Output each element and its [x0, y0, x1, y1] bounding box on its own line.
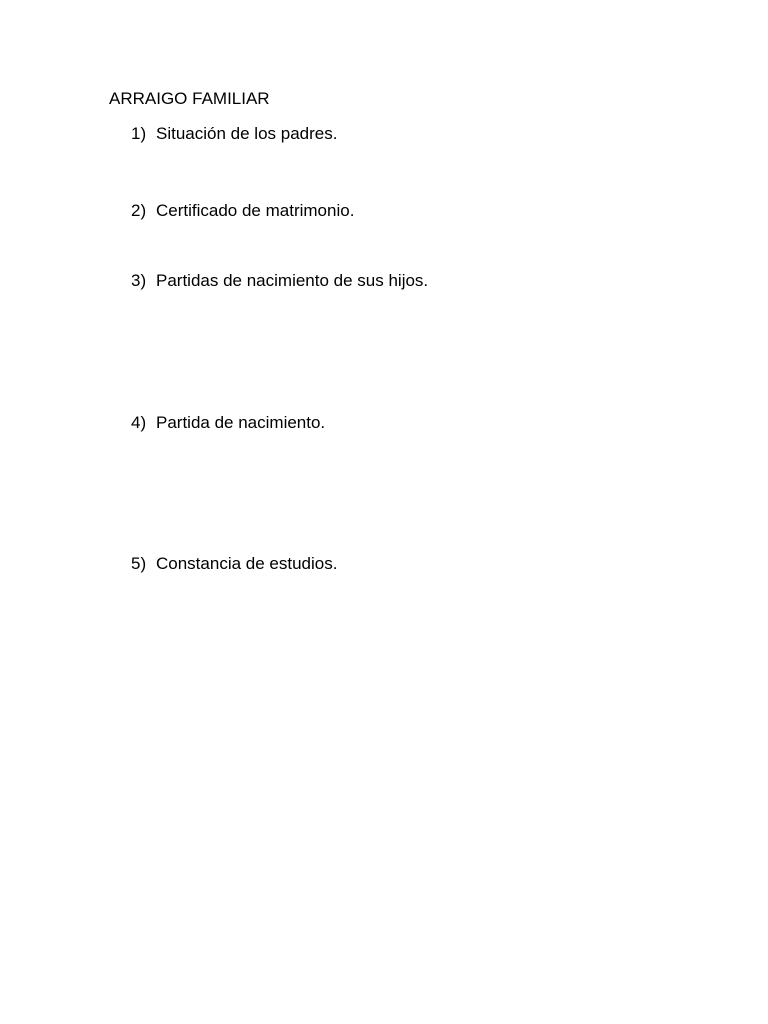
list-item-text: Certificado de matrimonio. [156, 201, 355, 220]
list-item [131, 412, 325, 434]
list-item-number: 4) [131, 413, 147, 432]
list-item-number: 1) [131, 124, 147, 143]
list-item-text: Partidas de nacimiento de sus hijos. [156, 271, 429, 290]
list-item [131, 553, 337, 575]
list-item-text: Situación de los padres. [156, 124, 338, 143]
list-item-number: 5) [131, 554, 147, 573]
list-item [131, 270, 428, 292]
list-item [131, 200, 354, 222]
list-item-number: 3) [131, 271, 147, 290]
list-item-text: Constancia de estudios. [156, 554, 338, 573]
document-title: ARRAIGO FAMILIAR [109, 89, 270, 108]
list-item [131, 123, 337, 145]
list-item-number: 2) [131, 201, 147, 220]
list-item-text: Partida de nacimiento. [156, 413, 326, 432]
